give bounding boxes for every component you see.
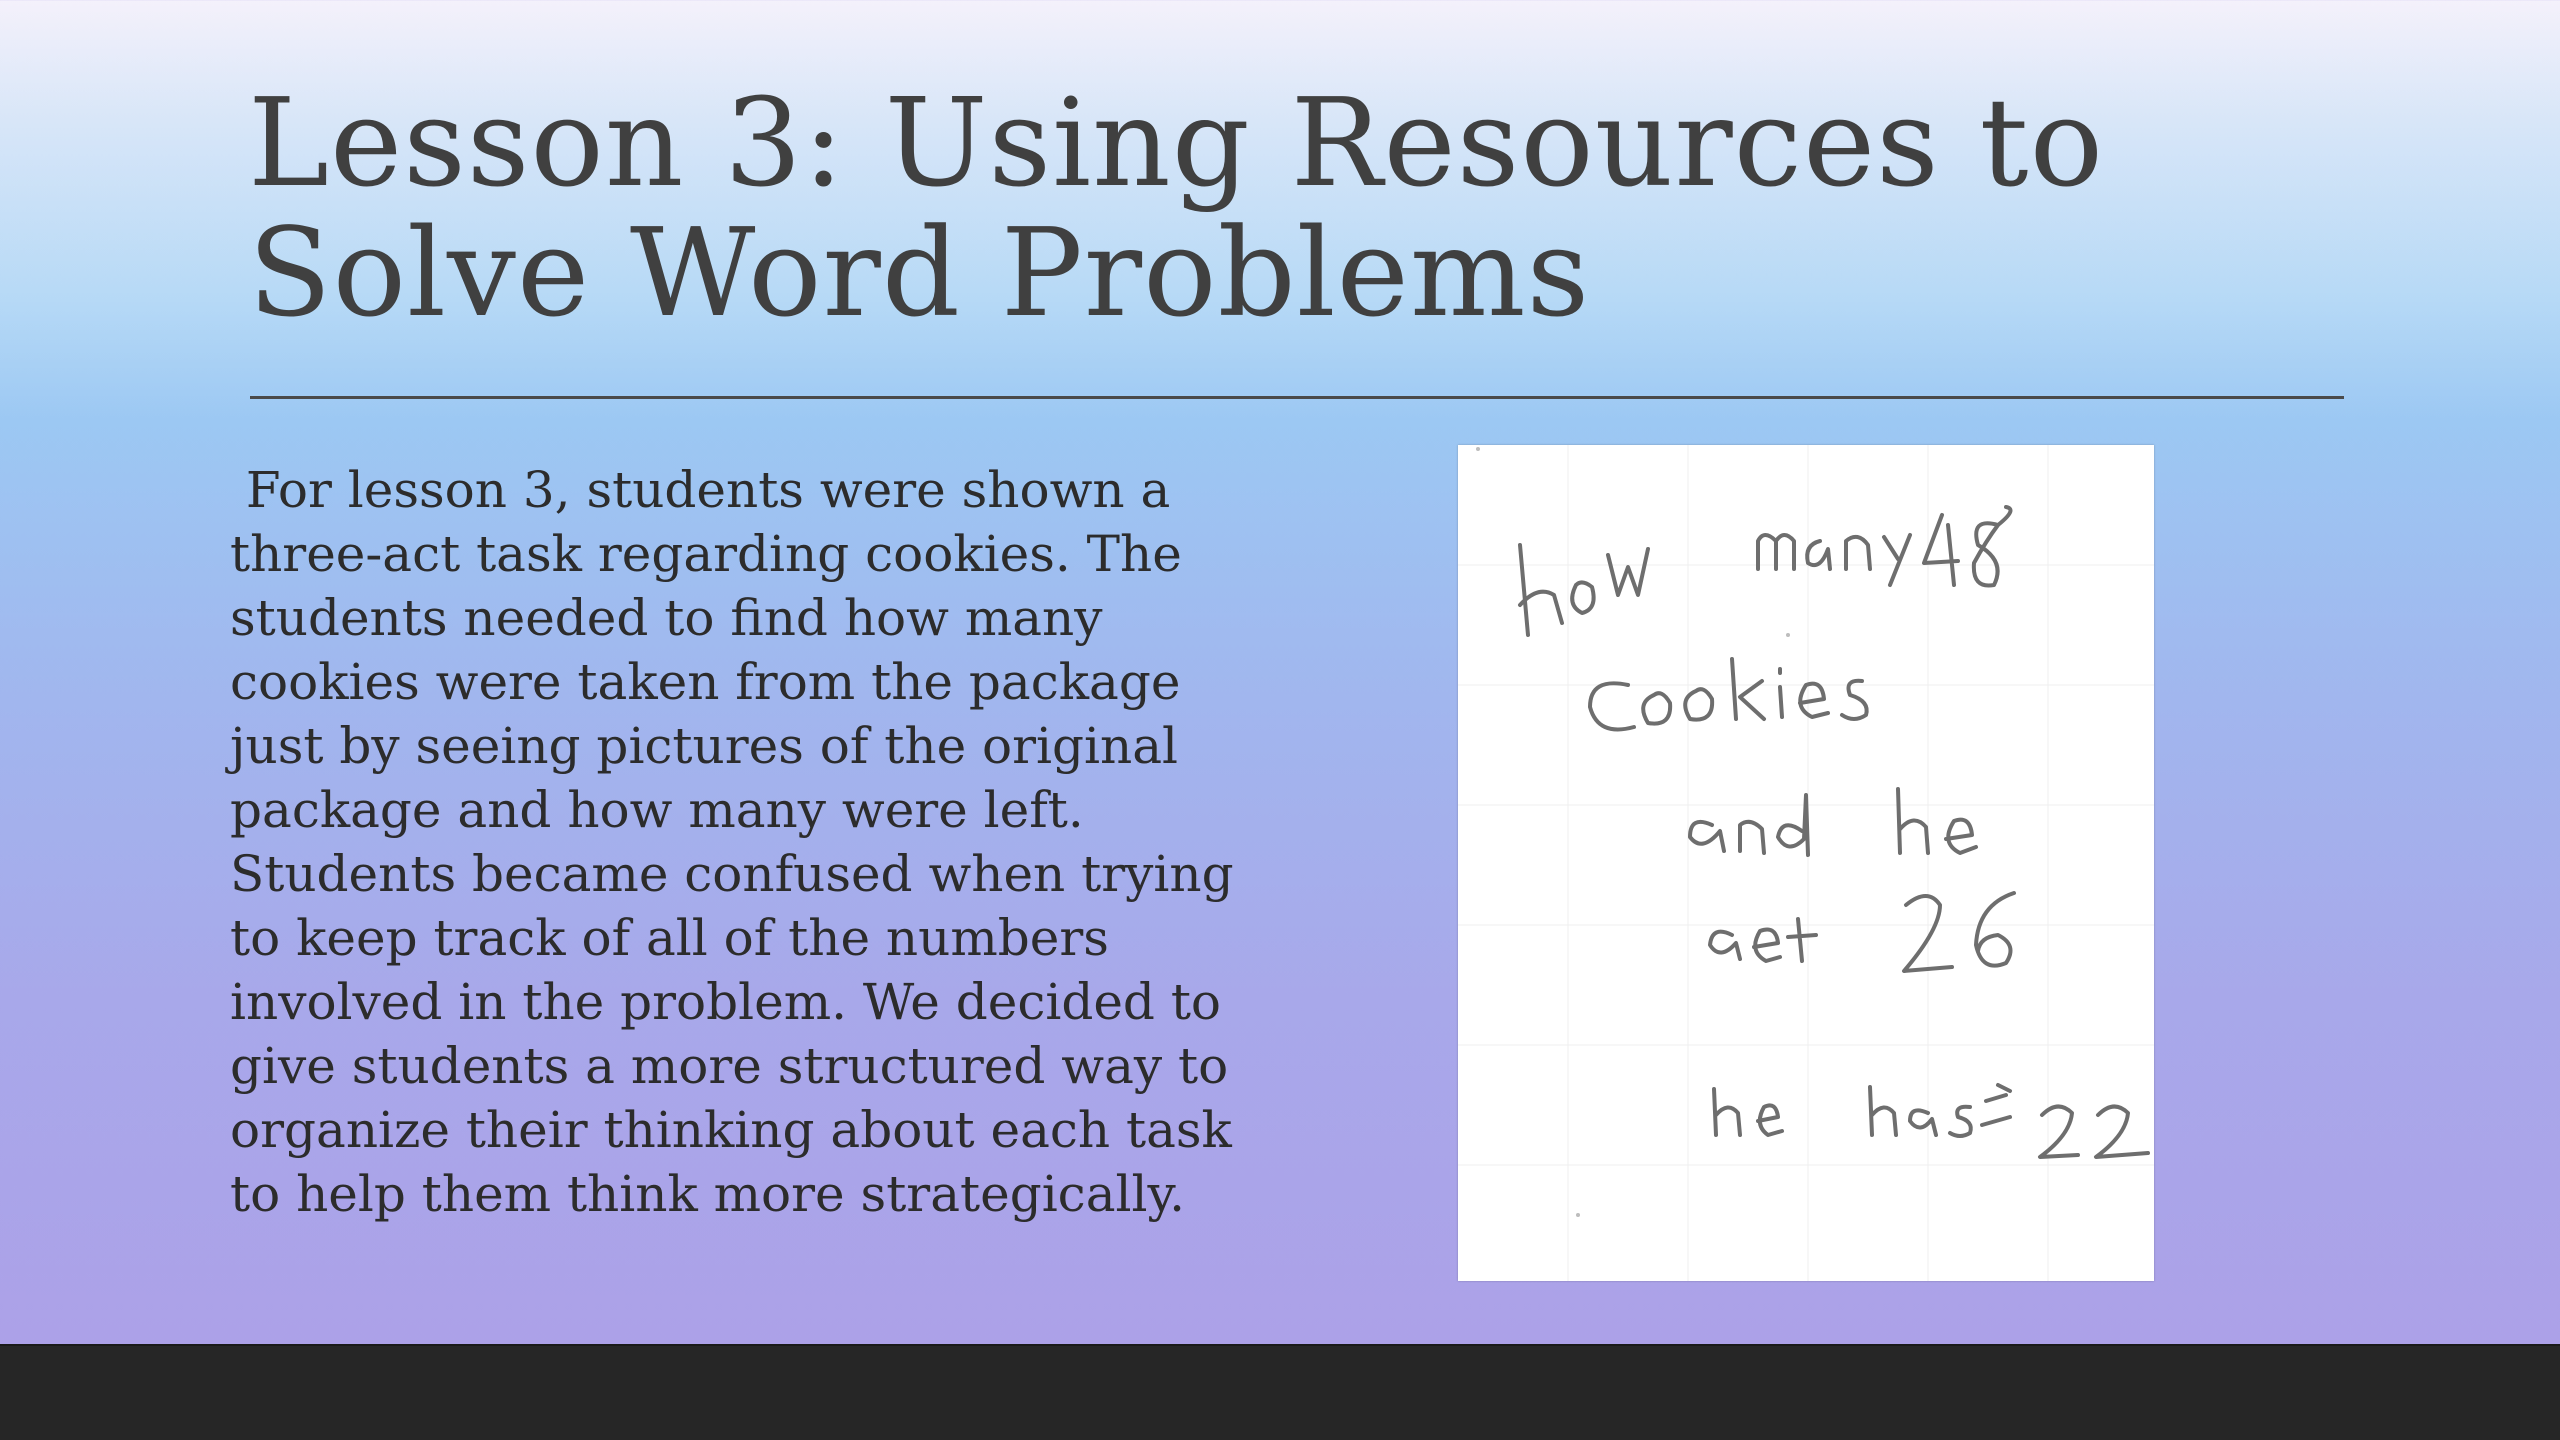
handwritten-note-icon (1458, 445, 2154, 1281)
slide-title-line-2: Solve Word Problems (248, 202, 1591, 344)
student-work-image (1458, 445, 2154, 1281)
lesson-description (230, 458, 1270, 1226)
slide-title-line-1: Lesson 3: Using Resources to (248, 72, 2105, 214)
body-line: just by seeing pictures of the original (230, 717, 1179, 775)
body-line: organize their thinking about each task (230, 1101, 1232, 1159)
body-line: involved in the problem. We decided to (230, 973, 1222, 1031)
body-line: students needed to find how many (230, 589, 1103, 647)
body-line: to help them think more strategically. (230, 1165, 1185, 1223)
body-line: to keep track of all of the numbers (230, 909, 1109, 967)
body-line: package and how many were left. (230, 781, 1084, 839)
slide-title (248, 72, 2398, 344)
footer-bar (0, 1344, 2560, 1440)
body-line: For lesson 3, students were shown a (230, 461, 1171, 519)
title-divider (250, 396, 2344, 399)
body-line: three-act task regarding cookies. The (230, 525, 1182, 583)
body-line: Students became confused when trying (230, 845, 1234, 903)
body-line: give students a more structured way to (230, 1037, 1229, 1095)
body-line: cookies were taken from the package (230, 653, 1181, 711)
